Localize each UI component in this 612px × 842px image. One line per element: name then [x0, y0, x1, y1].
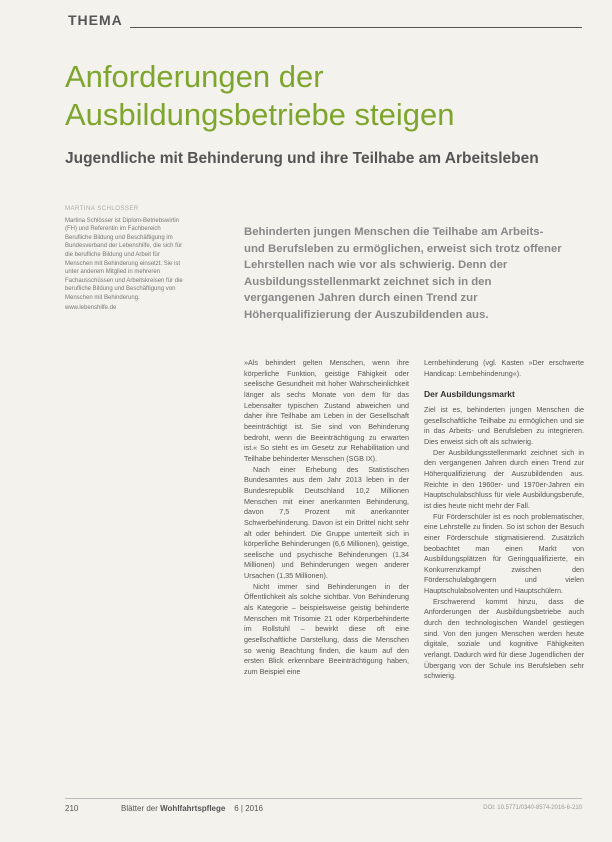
article-title: Anforderungen der Ausbildungsbetriebe steigen: [65, 59, 455, 132]
paragraph: Nicht immer sind Behinderungen in der Öffentlichkeit als solche sichtbar. Von Behinderung als Kategorie – beispielsweise geistig behinderte Menschen mit Trisomie 21 oder Körperbehinderte im Rollstuhl – bewirkt diese oft eine gesellschaftliche Darstellung, dass die Menschen so wenig Beachtung finden, die kaum auf den ersten Blick erkennbare Beeinträchtigung haben, zum Beispiel eine: [244, 581, 409, 677]
paragraph: Für Förderschüler ist es noch problematischer, eine Lehrstelle zu finden. So ist schon der Besuch einer Förderschule stigmatisierend. Zusätzlich beobachtet man einen Markt von Ausbildungsplätzen für Geringqualifizierte, ein Konkurrenzkampf zwischen den Förderschulabgängern und vielen Hauptschulabsolventen und Hauptschülern.: [424, 511, 584, 596]
journal-name: [121, 804, 263, 813]
author-name: MARTINA SCHLOSSER: [65, 206, 139, 212]
author-url[interactable]: www.lebenshilfe.de: [65, 304, 117, 311]
paragraph: »Als behindert gelten Menschen, wenn ihre körperliche Funktion, geistige Fähigkeit oder seelische Gesundheit mit hoher Wahrscheinlichkeit länger als sechs Monate von dem für das Lebensalter typischen Zustand abweichen und daher ihre Teilhabe am Leben in der Gesellschaft beeinträchtigt ist. Sie sind von Behinderung bedroht, wenn die Beeinträchtigung zu erwarten ist.« So steht es im Gesetz zur Rehabilitation und Teilhabe behinderter Menschen (SGB IX).: [244, 358, 409, 463]
author-sidebar: [65, 205, 187, 312]
author-bio: Martina Schlösser ist Diplom-Betriebswirtin (FH) und Referentin im Fachbereich Berufliche Bildung und Beschäftigung im Bundesverband der Lebenshilfe, die sich für die berufliche Bildung und Arbeit für Menschen mit Behinderung einsetzt. Sie ist unter anderem Mitglied in mehreren Fachausschüssen und Arbeitskreisen für die berufliche Bildung und Beschäftigung von Menschen mit Behinderung.: [65, 217, 183, 301]
doi: DOI: 10.5771/0340-8574-2016-6-210: [483, 805, 582, 811]
section-rule: [130, 27, 582, 28]
paragraph: Der Ausbildungsstellenmarkt zeichnet sich in den vergangenen Jahren durch einen Trend zur Höherqualifizierung der Auszubildenden aus. Reichte in den 1960er- und 1970er-Jahren ein Hauptschulabschluss für viele Ausbildungsberufe, ist dies heute nicht mehr der Fall.: [424, 447, 584, 510]
footer-rule: [65, 798, 582, 799]
paragraph: Nach einer Erhebung des Statistischen Bundesamtes aus dem Jahr 2013 leben in der Bundesrepublik Deutschland 10,2 Millionen Menschen mit einer anerkannten Behinderung, davon 7,5 Prozent mit anerkannter Schwerbehinderung. Davon ist ein Drittel nicht sehr alt oder behindert. Die Gruppe unterteilt sich in körperliche Behinderungen (6,6 Millionen), geistige, seelische und psychische Behinderungen (1,34 Millionen) und Behinderungen wegen anderer Ursachen (1,35 Millionen).: [244, 464, 409, 581]
paragraph: Ziel ist es, behinderten jungen Menschen die gesellschaftliche Teilhabe zu ermöglichen und sie in das Arbeits- und Berufsleben zu integrieren. Dies erweist sich oft als schwierig.: [424, 404, 584, 446]
page-number: 210: [65, 804, 79, 813]
section-label: THEMA: [68, 12, 123, 28]
paragraph: Lernbehinderung (vgl. Kasten »Der erschwerte Handicap: Lernbehinderung«).: [424, 358, 584, 378]
journal-issue: 6 | 2016: [234, 804, 263, 813]
section-heading: Der Ausbildungsmarkt: [424, 389, 515, 400]
article-lead: Behinderten jungen Menschen die Teilhabe am Arbeits- und Berufsleben zu ermöglichen, erweist sich trotz offener Lehrstellen nach wie vor als schwierig. Denn der Ausbildungsstellenmarkt zeichnet sich in den vergangenen Jahren durch einen Trend zur Höherqualifizierung der Auszubildenden aus.: [244, 226, 562, 321]
paragraph: Erschwerend kommt hinzu, dass die Anforderungen der Ausbildungsbetriebe auch durch den technologischen Wandel gestiegen sind. Von den jungen Menschen werden heute digitale, soziale und kognitive Fähigkeiten verlangt. Dadurch wird für diese Jugendlichen der Übergang von der Schule ins Berufsleben sehr schwierig.: [424, 596, 584, 681]
journal-prefix: Blätter der: [121, 804, 161, 813]
body-column-1: [244, 358, 409, 678]
journal-bold: Wohlfahrtspflege: [160, 804, 226, 813]
body-column-2: [424, 358, 584, 682]
article-subtitle: Jugendliche mit Behinderung und ihre Teilhabe am Arbeitsleben: [65, 150, 539, 167]
